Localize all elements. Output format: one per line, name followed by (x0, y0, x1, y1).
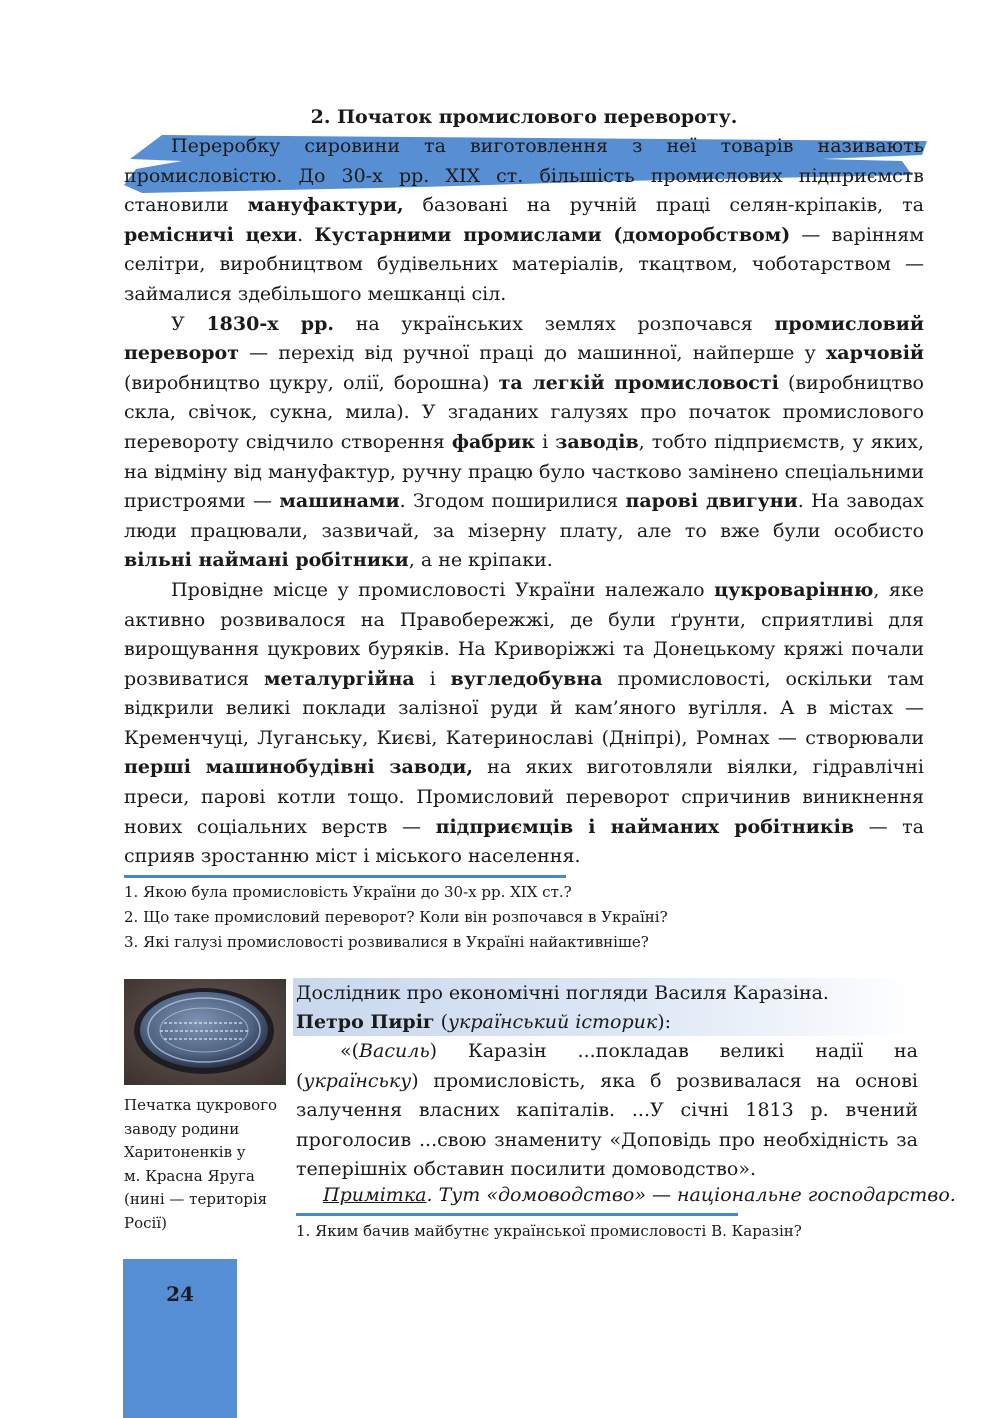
text-run: — варінням селітри, виробництвом будівельних матеріалів, ткацтвом, чоботарством — займалися здебільшого мешканці сіл. (124, 223, 924, 305)
question-item: 1. Якою була промисловість України до 30-х рр. XIX ст.? (124, 883, 572, 901)
term-bold: харчовій (825, 342, 924, 365)
term-bold: Кустарними промислами (доморобством) (314, 223, 791, 246)
term-bold: підприємців і найманих робітників (435, 815, 855, 838)
text-run: Переробку сировини та виготовлення з неї товарів називають промисловістю. До 30-х рр. XIX ст. більшість промислових підприємств становили (124, 135, 924, 217)
source-divider (296, 1213, 738, 1216)
text-run: промисловості, оскільки там відкрили великі поклади залізної руди й кам’яного вугілля. А в містах — Кременчуці, Луганську, Києві, Катеринославі (Дніпрі), Ромнах — створювали (124, 667, 925, 749)
text-run: ): (657, 1011, 672, 1033)
text-run: і (535, 430, 556, 453)
source-question: 1. Яким бачив майбутнє української промисловості В. Каразін? (296, 1222, 802, 1240)
term-bold: машинами (279, 490, 400, 513)
author-name: Петро Пиріг (296, 1011, 435, 1033)
term-bold: перші машинобудівні заводи, (124, 756, 474, 779)
text-run: базовані на ручній праці селян-кріпаків, та (403, 194, 924, 217)
page-number: 24 (166, 1282, 194, 1306)
text-run: ( (434, 1011, 449, 1033)
text-run: на українських землях розпочався (334, 312, 775, 335)
term-bold: промисловий переворот (124, 312, 924, 365)
text-run: , а не кріпаки. (408, 549, 553, 572)
term-bold: та легкій промисловості (498, 371, 779, 394)
text-run: ) Каразін ...покладав великі надії на ( (296, 1040, 918, 1092)
quote-italic: українську (303, 1069, 412, 1092)
text-run: . На заводах люди працювали, зазвичай, за мізерну плату, але то вже були особисто (124, 490, 924, 542)
text-run: — перехід від ручної праці до машинної, найперше у (238, 342, 826, 365)
caption-line: (нині — територія (124, 1190, 268, 1208)
term-bold: 1830-х рр. (206, 312, 334, 335)
paragraph-2 (124, 310, 924, 576)
text-run: . Згодом поширилися (399, 490, 626, 513)
text-run: (виробництво скла, свічок, сукна, мила). У згаданих галузях про початок промислового перевороту свідчило створення (124, 371, 924, 453)
caption-line: заводу родини (124, 1119, 240, 1138)
term-bold: цукроварінню (714, 578, 874, 601)
text-run: і (414, 667, 451, 690)
source-title: Дослідник про економічні погляди Василя Каразіна. (296, 982, 829, 1004)
text-run: , тобто підприємств, у яких, на відміну від мануфактур, ручну працю було частково замінено спеціальними пристроями — (124, 430, 925, 513)
caption-line: Печатка цукрового (124, 1096, 278, 1114)
sugar-factory-seal-photo (124, 979, 286, 1085)
caption-line: м. Красна Яруга (124, 1166, 255, 1185)
term-bold: фабрик (451, 430, 536, 453)
figure-caption (124, 1094, 284, 1235)
term-bold: вільні наймані робітники (124, 549, 409, 572)
text-run: ) промисловість, яка б розвивалася на основі залучення власних капіталів. ...У січні 1813 р. вчений проголосив ...свою знамениту «Доповідь про необхідність за теперішніх обставин посилити домоводство». (296, 1069, 918, 1181)
question-item: 2. Що таке промисловий переворот? Коли він розпочався в Україні? (124, 908, 668, 926)
text-run: У (171, 312, 207, 335)
source-quote (296, 1037, 918, 1185)
term-bold: ремісничі цехи (124, 223, 298, 246)
text-run: , яке активно розвивалося на Правобережжі, де були ґрунти, сприятливі для вирощування цукрових буряків. На Криворіжжі та Донецькому кряжі почали розвиватися (124, 578, 924, 690)
text-run: . (297, 223, 315, 246)
note-text: . Тут «домоводство» — національне господарство. (426, 1184, 956, 1206)
text-run: на яких виготовляли віялки, гідравлічні преси, парові котли тощо. Промисловий переворот спричинив виникнення нових соціальних верств — (124, 756, 924, 838)
caption-line: Харитоненків у (124, 1143, 246, 1161)
paragraph-3 (124, 576, 924, 872)
text-run: «( (340, 1040, 360, 1062)
note-label: Примітка (323, 1184, 427, 1206)
author-role: український історик (448, 1011, 658, 1033)
term-bold: мануфактури, (247, 194, 404, 217)
question-item: 3. Які галузі промисловості розвивалися в Україні найактивніше? (124, 933, 649, 951)
term-bold: вугледобувна (450, 667, 603, 690)
caption-line: Росії) (124, 1213, 167, 1232)
section-title: 2. Початок промислового перевороту. (310, 106, 738, 128)
review-questions (124, 880, 824, 955)
term-bold: парові двигуни (625, 490, 798, 513)
text-run: — та сприяв зростанню міст і міського населення. (124, 815, 925, 868)
text-run: Провідне місце у промисловості України належало (171, 578, 715, 601)
main-text (124, 132, 924, 872)
source-author (296, 1008, 671, 1037)
source-note (323, 1181, 956, 1210)
text-run: (виробництво цукру, олії, борошна) (124, 371, 499, 394)
term-bold: заводів (555, 430, 639, 453)
questions-divider (124, 875, 566, 878)
quote-italic: Василь (359, 1040, 430, 1062)
term-bold: металургійна (264, 667, 415, 690)
paragraph-1 (124, 132, 924, 310)
